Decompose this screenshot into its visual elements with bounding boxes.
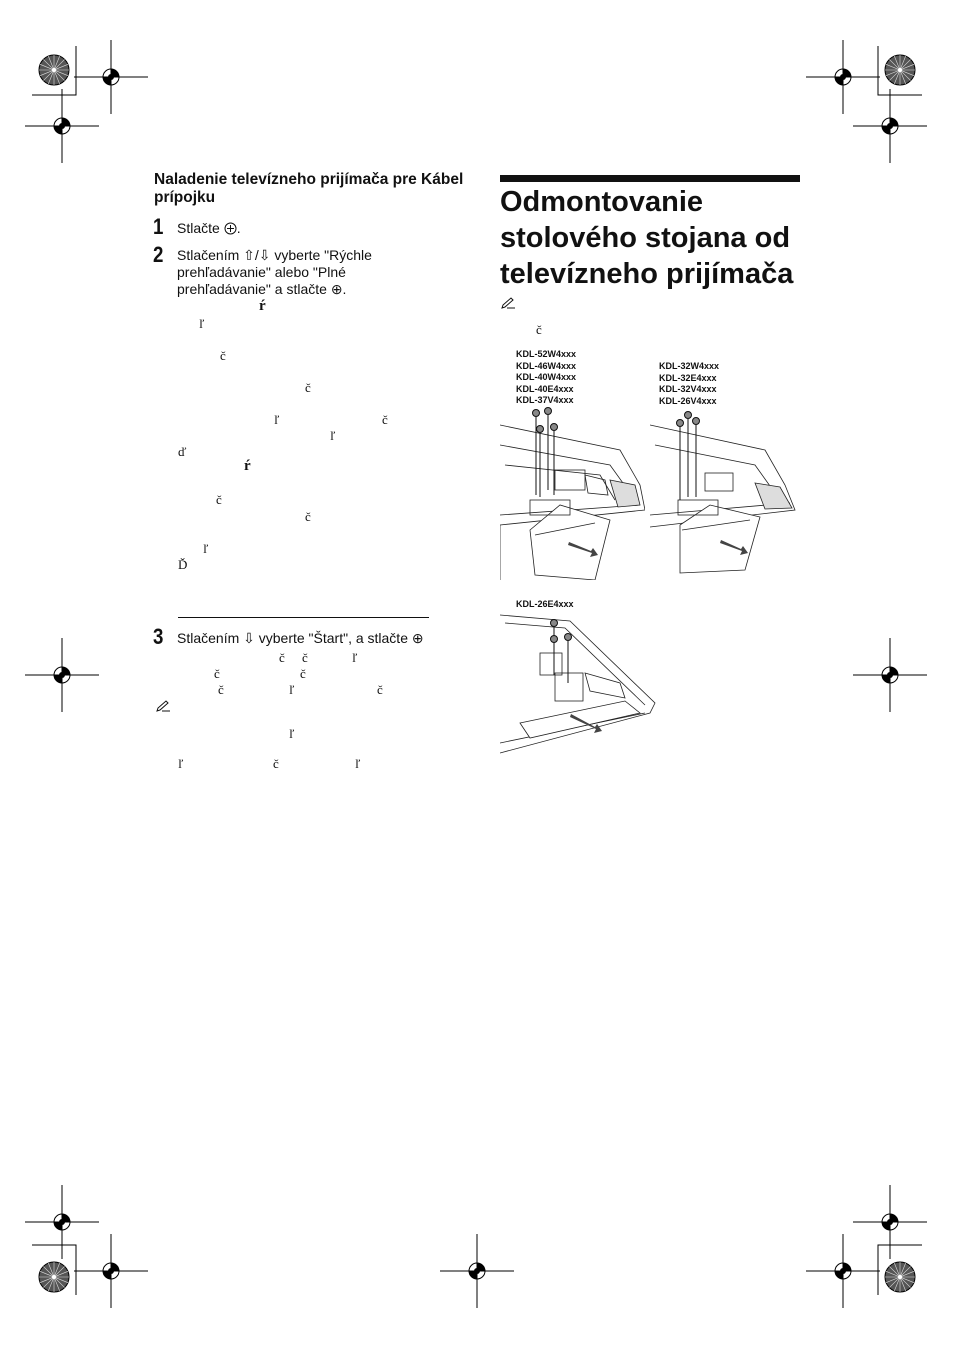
step-line: prehľadávanie" alebo "Plné bbox=[177, 264, 346, 280]
residual-glyph: č bbox=[377, 682, 383, 697]
residual-glyph: ď bbox=[178, 444, 187, 459]
residual-glyph: č bbox=[300, 666, 306, 681]
step-text-post: . bbox=[236, 220, 241, 236]
residual-glyph: č bbox=[305, 380, 311, 395]
divider bbox=[178, 617, 429, 618]
model-label: KDL-46W4xxx bbox=[516, 360, 577, 371]
pencil-note-icon bbox=[500, 297, 516, 309]
residual-glyph: ľ bbox=[274, 412, 280, 427]
step-text-pre: Stlačte bbox=[177, 220, 220, 236]
step-line: prehľadávanie" a stlačte ⊕. bbox=[177, 281, 347, 297]
model-label: KDL-37V4xxx bbox=[516, 395, 574, 405]
residual-glyph: č bbox=[279, 650, 285, 665]
residual-glyph: Ď bbox=[178, 557, 188, 572]
model-label: KDL-32E4xxx bbox=[659, 372, 717, 383]
residual-glyph: ľ bbox=[203, 541, 209, 556]
residual-glyph: ľ bbox=[289, 726, 295, 741]
model-label: KDL-32V4xxx bbox=[659, 384, 717, 394]
step-number: 1 bbox=[153, 214, 164, 239]
residual-glyph: ľ bbox=[199, 316, 205, 331]
residual-glyph: ľ bbox=[178, 756, 184, 771]
residual-glyph: ľ bbox=[352, 650, 358, 665]
residual-glyph: č bbox=[382, 412, 388, 427]
pencil-note-icon bbox=[155, 700, 171, 712]
page-title-line: Odmontovanie bbox=[500, 186, 704, 218]
model-list-b bbox=[659, 361, 719, 407]
residual-glyph: č bbox=[273, 756, 279, 771]
ok-button-icon bbox=[224, 222, 237, 235]
stand-removal-illustration-large bbox=[500, 405, 645, 580]
step-text: Stlačením ⇩ vyberte "Štart", a stlačte ⊕ bbox=[177, 630, 424, 646]
step-text bbox=[177, 220, 241, 237]
residual-glyph: ľ bbox=[355, 756, 361, 771]
model-label: KDL-40E4xxx bbox=[516, 383, 574, 394]
residual-glyph: č bbox=[305, 509, 311, 524]
section-heading: Naladenie televízneho prijímača pre Kábel prípojku bbox=[154, 171, 464, 206]
model-list-a bbox=[516, 349, 576, 407]
residual-glyph: č bbox=[302, 650, 308, 665]
title-rule bbox=[500, 175, 800, 182]
model-label: KDL-40W4xxx bbox=[516, 372, 577, 382]
step-number: 3 bbox=[153, 624, 164, 649]
model-list-c bbox=[516, 599, 574, 611]
stand-removal-illustration-medium bbox=[650, 405, 800, 575]
residual-glyph: č bbox=[220, 348, 226, 363]
residual-glyph: č bbox=[536, 322, 542, 337]
residual-glyph: ľ bbox=[330, 428, 336, 443]
residual-glyph: ŕ bbox=[244, 458, 251, 474]
residual-glyph: č bbox=[214, 666, 220, 681]
model-label: KDL-26E4xxx bbox=[516, 599, 574, 609]
step-number: 2 bbox=[153, 242, 164, 267]
model-label: KDL-32W4xxx bbox=[659, 361, 720, 371]
model-label: KDL-26V4xxx bbox=[659, 395, 717, 406]
residual-glyph: ľ bbox=[289, 682, 295, 697]
page-title-line: stolového stojana od bbox=[500, 222, 791, 254]
model-label: KDL-52W4xxx bbox=[516, 349, 577, 359]
page-title bbox=[500, 184, 810, 292]
residual-glyph: č bbox=[216, 492, 222, 507]
step-line: Stlačením ⇧/⇩ vyberte "Rýchle bbox=[177, 247, 372, 263]
stand-removal-illustration-small bbox=[500, 613, 660, 755]
step-text bbox=[177, 247, 372, 298]
residual-glyph: ŕ bbox=[259, 298, 266, 314]
residual-glyph: č bbox=[218, 682, 224, 697]
page-title-line: televízneho prijímača bbox=[500, 258, 794, 290]
